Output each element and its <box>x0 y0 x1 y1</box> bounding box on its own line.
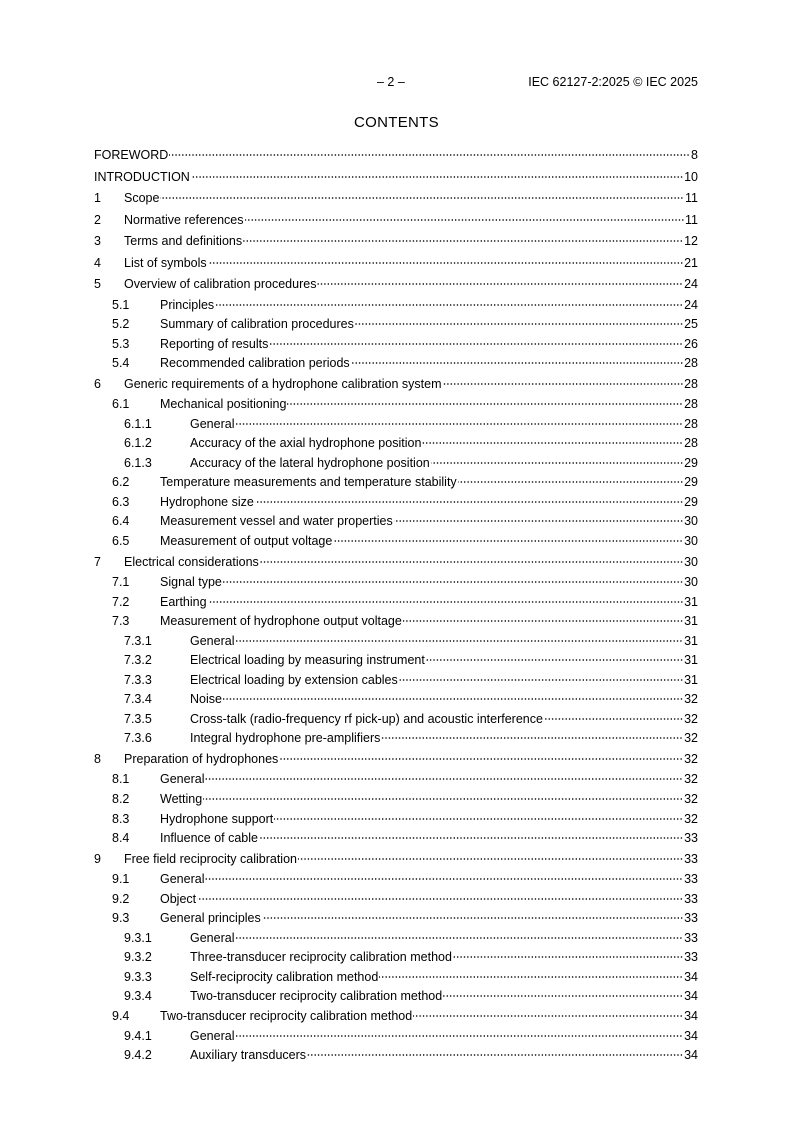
toc-entry-page: 29 <box>684 455 698 470</box>
toc-entry-title: Influence of cable <box>160 831 258 846</box>
toc-entry-title: Measurement of hydrophone output voltage <box>160 614 402 629</box>
dot-leader <box>274 818 683 820</box>
toc-entry-page: 10 <box>684 169 698 184</box>
toc-entry-page: 33 <box>684 891 698 906</box>
toc-entry-page: 34 <box>684 989 698 1004</box>
toc-entry-number: 3 <box>94 234 101 248</box>
dot-leader <box>443 383 684 385</box>
dot-leader <box>208 262 683 264</box>
toc-entry-number: 8.1 <box>112 772 130 787</box>
toc-entry-page: 34 <box>684 1028 698 1043</box>
toc-entry-number: 6.5 <box>112 534 130 549</box>
toc-entry-number: 5.3 <box>112 336 130 351</box>
toc-entry-page: 28 <box>684 436 698 451</box>
toc-entry[interactable] <box>94 651 698 671</box>
toc-entry-title: Two-transducer reciprocity calibration method <box>190 989 443 1004</box>
toc-entry-number: 9.3.1 <box>124 930 152 945</box>
toc-entry-title: Terms and definitions <box>124 234 243 248</box>
toc-entry-title: Two-transducer reciprocity calibration method <box>160 1009 413 1023</box>
dot-leader <box>307 1054 683 1056</box>
dot-leader <box>544 718 683 720</box>
toc-entry-page: 34 <box>684 1009 698 1023</box>
toc-entry[interactable] <box>94 315 698 335</box>
toc-entry-title: FOREWORD <box>94 148 169 162</box>
dot-leader <box>453 956 683 958</box>
toc-entry-title: Electrical loading by measuring instrument <box>190 653 425 668</box>
toc-entry-title: Reporting of results <box>160 336 269 351</box>
toc-entry-page: 32 <box>684 731 698 746</box>
toc-entry-page: 11 <box>685 191 698 205</box>
toc-entry[interactable] <box>94 573 698 593</box>
dot-leader <box>243 240 683 242</box>
toc-entry-page: 33 <box>684 872 698 887</box>
toc-entry-title: List of symbols <box>124 255 207 270</box>
toc-entry-number: 8.4 <box>112 831 130 846</box>
toc-entry[interactable] <box>94 532 698 552</box>
toc-entry-page: 28 <box>684 356 698 371</box>
toc-entry-page: 29 <box>684 494 698 509</box>
dot-leader <box>287 403 683 405</box>
toc-entry-page: 21 <box>684 255 698 270</box>
toc-entry-page: 30 <box>684 514 698 529</box>
table-of-contents <box>94 145 698 1066</box>
toc-entry[interactable] <box>94 1027 698 1047</box>
dot-leader <box>413 1015 683 1017</box>
dot-leader <box>205 878 683 880</box>
toc-entry[interactable] <box>94 415 698 435</box>
toc-entry[interactable] <box>94 929 698 949</box>
toc-entry-number: 6.1.1 <box>124 416 152 431</box>
dot-leader <box>235 937 683 939</box>
dot-leader <box>260 561 683 563</box>
toc-entry[interactable] <box>94 987 698 1007</box>
toc-entry-title: Integral hydrophone pre-amplifiers <box>190 731 381 746</box>
toc-entry[interactable] <box>94 770 698 790</box>
dot-leader <box>426 659 683 661</box>
toc-entry-title: Summary of calibration procedures <box>160 317 354 332</box>
toc-entry-page: 12 <box>684 234 698 248</box>
toc-entry-number: 6 <box>94 376 101 391</box>
dot-leader <box>403 620 683 622</box>
toc-entry-number: 7.3.4 <box>124 692 152 707</box>
toc-entry[interactable] <box>94 948 698 968</box>
toc-entry[interactable] <box>94 274 698 296</box>
toc-entry-title: Three-transducer reciprocity calibration method <box>190 950 452 965</box>
toc-entry-page: 32 <box>684 751 698 766</box>
toc-entry-number: 2 <box>94 212 101 227</box>
toc-entry[interactable] <box>94 231 698 253</box>
page-number: – 2 – <box>377 75 405 89</box>
toc-entry-number: 9.4 <box>112 1009 130 1023</box>
toc-entry-number: 9.4.1 <box>124 1028 152 1043</box>
toc-entry-title: Noise <box>190 692 222 707</box>
toc-entry-number: 9.3.3 <box>124 969 152 984</box>
toc-entry[interactable] <box>94 749 698 771</box>
toc-entry[interactable] <box>94 374 698 396</box>
toc-entry-page: 11 <box>685 212 698 227</box>
dot-leader <box>431 462 683 464</box>
toc-entry-title: Mechanical positioning <box>160 397 287 412</box>
dot-leader <box>203 798 683 800</box>
toc-entry-number: 5.1 <box>112 297 130 312</box>
toc-entry-number: 7.3 <box>112 614 130 629</box>
toc-entry-page: 31 <box>684 614 698 629</box>
toc-entry-page: 30 <box>684 534 698 549</box>
toc-entry-number: 6.2 <box>112 475 130 490</box>
toc-entry-page: 32 <box>684 711 698 726</box>
toc-entry[interactable] <box>94 296 698 316</box>
toc-entry-title: Electrical considerations <box>124 554 259 569</box>
dot-leader <box>235 423 683 425</box>
standard-reference: IEC 62127-2:2025 © IEC 2025 <box>528 75 698 89</box>
toc-entry-page: 32 <box>684 772 698 787</box>
dot-leader <box>355 323 683 325</box>
toc-entry-number: 7 <box>94 554 101 569</box>
toc-entry[interactable] <box>94 810 698 830</box>
toc-entry-number: 8.3 <box>112 811 130 826</box>
toc-entry-number: 6.1.3 <box>124 455 152 470</box>
dot-leader <box>235 640 683 642</box>
toc-entry-number: 9.3.2 <box>124 950 152 965</box>
toc-entry-title: Self-reciprocity calibration method <box>190 969 379 984</box>
toc-entry[interactable] <box>94 632 698 652</box>
toc-entry-number: 1 <box>94 191 101 205</box>
toc-entry[interactable] <box>94 1007 698 1027</box>
toc-entry-title: Principles <box>160 297 215 312</box>
toc-entry-page: 25 <box>684 317 698 332</box>
toc-entry-title: Wetting <box>160 792 203 807</box>
toc-entry-number: 6.4 <box>112 514 130 529</box>
toc-entry-number: 7.3.3 <box>124 672 152 687</box>
toc-entry-title: Auxiliary transducers <box>190 1048 307 1063</box>
toc-entry-number: 7.3.2 <box>124 653 152 668</box>
toc-entry[interactable] <box>94 829 698 849</box>
toc-entry-title: INTRODUCTION <box>94 169 190 184</box>
toc-entry-number: 7.1 <box>112 575 130 590</box>
toc-entry[interactable] <box>94 593 698 613</box>
toc-entry-title: Electrical loading by extension cables <box>190 672 398 687</box>
toc-entry[interactable] <box>94 671 698 691</box>
toc-entry[interactable] <box>94 454 698 474</box>
toc-entry-title: Object <box>160 891 197 906</box>
dot-leader <box>298 858 683 860</box>
toc-entry-number: 9.4.2 <box>124 1048 152 1063</box>
dot-leader <box>279 758 683 760</box>
toc-entry-title: Recommended calibration periods <box>160 356 350 371</box>
toc-entry-title: Measurement of output voltage <box>160 534 333 549</box>
dot-leader <box>443 995 683 997</box>
toc-entry-title: Free field reciprocity calibration <box>124 851 297 866</box>
toc-entry[interactable] <box>94 354 698 374</box>
toc-entry[interactable] <box>94 890 698 910</box>
toc-entry-page: 31 <box>684 633 698 648</box>
dot-leader <box>394 520 683 522</box>
toc-entry-title: Generic requirements of a hydrophone calibration system <box>124 376 442 391</box>
toc-entry[interactable] <box>94 552 698 574</box>
page-header <box>0 75 793 93</box>
dot-leader <box>422 442 683 444</box>
toc-entry-page: 32 <box>684 692 698 707</box>
dot-leader <box>262 917 683 919</box>
toc-entry[interactable] <box>94 968 698 988</box>
dot-leader <box>169 154 690 156</box>
toc-entry[interactable] <box>94 188 698 210</box>
page-title: CONTENTS <box>354 114 439 131</box>
toc-entry[interactable] <box>94 729 698 749</box>
dot-leader <box>399 679 683 681</box>
toc-entry[interactable] <box>94 434 698 454</box>
toc-entry-page: 34 <box>684 1048 698 1063</box>
toc-entry[interactable] <box>94 690 698 710</box>
toc-entry[interactable] <box>94 710 698 730</box>
toc-entry-title: Overview of calibration procedures <box>124 277 317 291</box>
toc-entry-page: 31 <box>684 594 698 609</box>
toc-entry-title: General principles <box>160 911 261 926</box>
dot-leader <box>255 501 683 503</box>
toc-entry-page: 33 <box>684 911 698 926</box>
toc-entry-page: 31 <box>684 653 698 668</box>
toc-entry[interactable] <box>94 335 698 355</box>
dot-leader <box>208 601 684 603</box>
toc-entry-number: 4 <box>94 255 101 270</box>
toc-entry[interactable] <box>94 870 698 890</box>
dot-leader <box>333 540 683 542</box>
toc-entry-title: General <box>160 772 205 787</box>
toc-entry-page: 31 <box>684 672 698 687</box>
toc-entry[interactable] <box>94 473 698 493</box>
toc-entry-number: 6.1.2 <box>124 436 152 451</box>
toc-entry-number: 6.1 <box>112 397 130 412</box>
toc-entry-number: 5 <box>94 277 101 291</box>
dot-leader <box>215 304 683 306</box>
toc-entry[interactable] <box>94 909 698 929</box>
dot-leader <box>223 698 683 700</box>
toc-entry-number: 7.3.5 <box>124 711 152 726</box>
toc-entry-number: 8.2 <box>112 792 130 807</box>
toc-entry[interactable] <box>94 253 698 275</box>
toc-entry-number: 9.1 <box>112 872 130 887</box>
toc-entry-number: 9.2 <box>112 891 130 906</box>
toc-entry-page: 30 <box>684 554 698 569</box>
toc-entry-number: 7.3.6 <box>124 731 152 746</box>
toc-entry-page: 28 <box>684 376 698 391</box>
toc-entry-title: Accuracy of the lateral hydrophone position <box>190 455 430 470</box>
dot-leader <box>223 581 683 583</box>
toc-entry[interactable] <box>94 849 698 871</box>
toc-entry[interactable] <box>94 1046 698 1066</box>
toc-entry-title: Cross-talk (radio-frequency rf pick-up) and acoustic interference <box>190 711 543 726</box>
toc-entry-page: 29 <box>684 475 698 490</box>
toc-entry[interactable] <box>94 395 698 415</box>
toc-entry-number: 6.3 <box>112 494 130 509</box>
toc-entry[interactable] <box>94 145 698 167</box>
toc-entry[interactable] <box>94 493 698 513</box>
toc-entry-title: General <box>190 416 235 431</box>
toc-entry-page: 24 <box>684 297 698 312</box>
toc-entry-number: 5.2 <box>112 317 130 332</box>
toc-entry-number: 8 <box>94 751 101 766</box>
toc-entry-page: 28 <box>684 416 698 431</box>
toc-entry-title: General <box>160 872 205 887</box>
dot-leader <box>379 976 683 978</box>
toc-entry-title: General <box>190 1028 235 1043</box>
toc-entry-title: General <box>190 930 235 945</box>
toc-entry-page: 33 <box>684 930 698 945</box>
dot-leader <box>235 1035 683 1037</box>
toc-entry-number: 9.3.4 <box>124 989 152 1004</box>
toc-entry-title: Preparation of hydrophones <box>124 751 279 766</box>
toc-entry-page: 33 <box>684 851 698 866</box>
toc-entry-title: Hydrophone size <box>160 494 254 509</box>
toc-entry-page: 26 <box>684 336 698 351</box>
toc-entry-page: 24 <box>684 277 698 291</box>
dot-leader <box>205 778 683 780</box>
dot-leader <box>160 197 684 199</box>
dot-leader <box>191 176 683 178</box>
toc-entry-page: 28 <box>684 397 698 412</box>
toc-entry-title: General <box>190 633 235 648</box>
toc-entry-page: 32 <box>684 811 698 826</box>
dot-leader <box>351 362 683 364</box>
toc-entry-page: 32 <box>684 792 698 807</box>
dot-leader <box>269 343 683 345</box>
toc-entry-number: 7.2 <box>112 594 130 609</box>
toc-entry-number: 9 <box>94 851 101 866</box>
dot-leader <box>245 219 685 221</box>
toc-entry-page: 33 <box>684 950 698 965</box>
toc-entry[interactable] <box>94 512 698 532</box>
toc-entry-title: Temperature measurements and temperature stability <box>160 475 457 490</box>
dot-leader <box>197 898 683 900</box>
toc-entry-title: Signal type <box>160 575 222 590</box>
toc-entry-title: Earthing <box>160 594 207 609</box>
toc-entry-title: Measurement vessel and water properties <box>160 514 393 529</box>
toc-entry-page: 33 <box>684 831 698 846</box>
toc-entry-title: Scope <box>124 191 160 205</box>
dot-leader <box>259 837 683 839</box>
toc-entry-title: Hydrophone support <box>160 811 274 826</box>
toc-entry[interactable] <box>94 612 698 632</box>
toc-entry-page: 30 <box>684 575 698 590</box>
toc-entry-page: 8 <box>691 148 698 162</box>
toc-entry-number: 5.4 <box>112 356 130 371</box>
toc-entry[interactable] <box>94 167 698 189</box>
toc-entry[interactable] <box>94 210 698 232</box>
toc-entry-title: Accuracy of the axial hydrophone position <box>190 436 422 451</box>
toc-entry-page: 34 <box>684 969 698 984</box>
toc-entry-number: 7.3.1 <box>124 633 152 648</box>
toc-entry-number: 9.3 <box>112 911 130 926</box>
toc-entry-title: Normative references <box>124 212 244 227</box>
dot-leader <box>317 283 683 285</box>
toc-entry[interactable] <box>94 790 698 810</box>
dot-leader <box>381 737 683 739</box>
dot-leader <box>458 481 683 483</box>
